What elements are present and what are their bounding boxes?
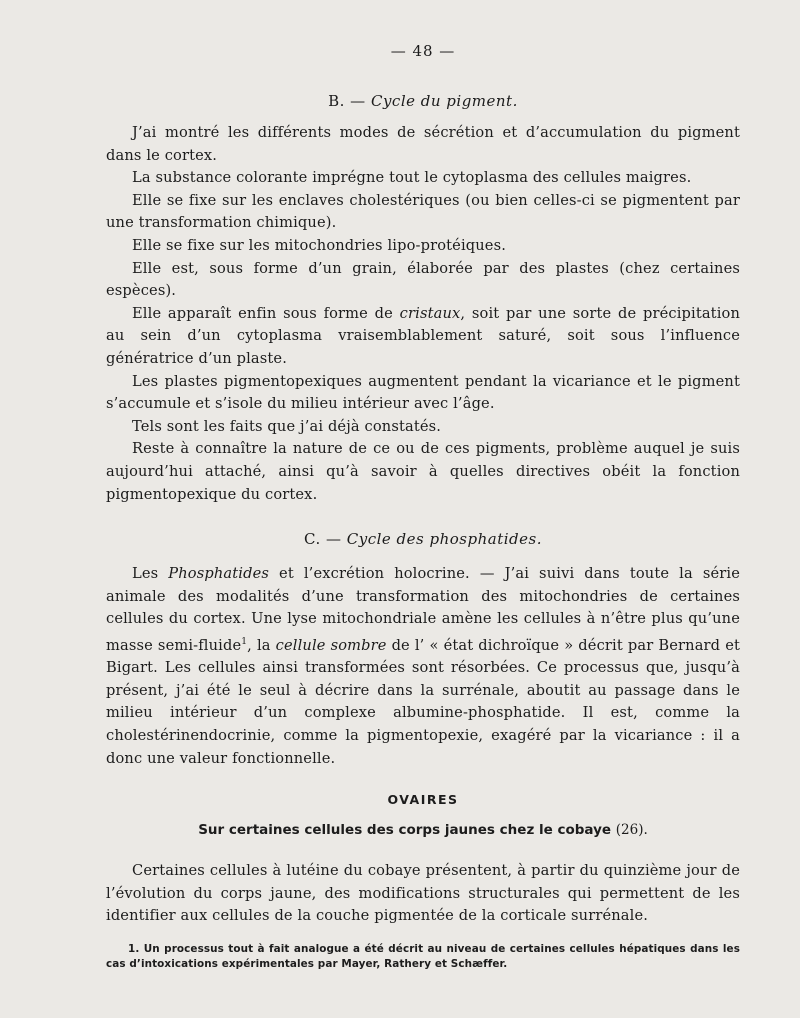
footnote-marker: 1 xyxy=(241,636,248,647)
text-run: Les xyxy=(132,565,169,582)
section-c-heading xyxy=(106,530,740,548)
paragraph: Elle se fixe sur les mitochondries lipo-protéiques. xyxy=(132,236,507,254)
italic-term: cellule sombre xyxy=(275,636,387,654)
subtitle-text: Sur certaines cellules des corps jaunes chez le cobaye xyxy=(198,822,612,838)
section-c-title: Cycle des phosphatides. xyxy=(346,530,542,548)
paragraph: J’ai montré les différents modes de sécrétion et d’accumulation du pigment dans le cortex. xyxy=(106,124,740,164)
page-number: — 48 — xyxy=(390,42,456,60)
paragraph: Reste à connaître la nature de ce ou de ces pigments, problème auquel je suis aujourd’hui attaché, ainsi qu’à savoir à quelles directives obéit la fonction pigmentopexique du cortex. xyxy=(106,440,740,503)
ovaires-heading: OVAIRES xyxy=(387,792,459,807)
text-run: , soit par une sorte de précipitation au sein d’un cytoplasma vraisemblablement saturé, soit sous l’influence génératrice d’un plaste. xyxy=(106,304,741,367)
paragraph: La substance colorante imprégne tout le cytoplasma des cellules maigres. xyxy=(132,169,692,187)
section-b-body xyxy=(106,122,740,506)
section-c-body xyxy=(106,563,740,770)
section-b-letter: B. — xyxy=(328,92,366,110)
paragraph: Elle se fixe sur les enclaves cholestériques (ou bien celles-ci se pigmentent par une transformation chimique). xyxy=(106,191,740,232)
paragraph: Tels sont les faits que j’ai déjà constatés. xyxy=(132,417,442,435)
paragraph: Certaines cellules à lutéine du cobaye présentent, à partir du quinzième jour de l’évolution du corps jaune, des modifications structurales qui permettent de les identifier aux cellules de la couche pigmentée de la corticale surrénale. xyxy=(106,862,740,925)
footnote: 1. Un processus tout à fait analogue a été décrit au niveau de certaines cellules hépatiques dans les cas d’intoxications expérimentales par Mayer, Rathery et Schæffer. xyxy=(106,943,740,970)
ovaires-subtitle xyxy=(106,822,740,838)
text-run: et l’excrétion holocrine. — J’ai suivi dans toute la série animale des modalités d’une transformation des mitochondries de certaines cellules du cortex. Une lyse mitochondriale amène les cellules à n’être plus qu’une masse semi-fluide xyxy=(106,565,740,654)
paragraph-phosphatides xyxy=(106,563,740,770)
section-b-title: Cycle du pigment. xyxy=(370,92,518,110)
paragraph: Elle est, sous forme d’un grain, élaborée par des plastes (chez certaines espèces). xyxy=(106,259,740,300)
paragraph: Les plastes pigmentopexiques augmentent pendant la vicariance et le pigment s’accumule et s’isole du milieu intérieur avec l’âge. xyxy=(106,372,740,413)
paragraph-cristaux xyxy=(106,303,740,371)
text-run: Elle apparaît enfin sous forme de xyxy=(132,304,400,322)
section-b-heading xyxy=(106,92,740,110)
italic-term: cristaux xyxy=(399,304,461,322)
ovaires-body xyxy=(106,860,740,928)
text-run: , la xyxy=(247,636,276,654)
text-run: de l’ « état dichroïque » décrit par Bernard et Bigart. Les cellules ainsi transformées sont résorbées. Ce processus que, jusqu’à présent, j’ai été le seul à décrire dans la surrénale, aboutit au passage dans le milieu intérieur d’un complexe albumine-phosphatide. Il est, comme la cholestérinendocrinie, comme la pigmentopexie, exagéré par la vicariance : il a donc une valeur fonctionnelle. xyxy=(106,636,740,767)
reference-number: (26). xyxy=(615,822,648,838)
section-c-letter: C. — xyxy=(304,530,342,548)
italic-term: Phosphatides xyxy=(168,565,270,582)
